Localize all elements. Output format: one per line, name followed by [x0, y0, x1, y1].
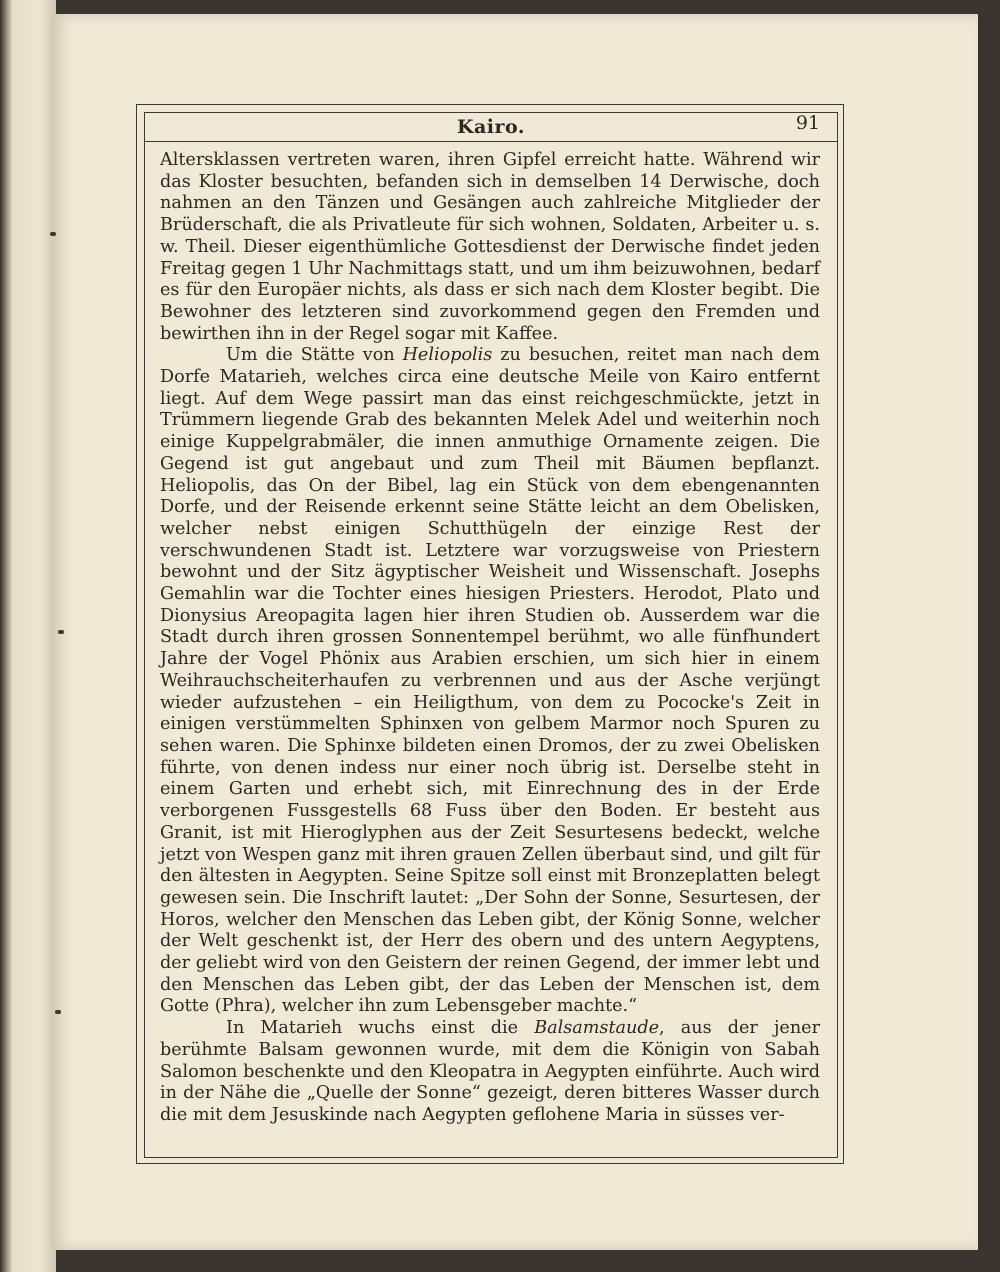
paragraph [160, 1018, 820, 1127]
paragraph-text: Um die Stätte von [226, 345, 403, 366]
paragraph [160, 345, 820, 1018]
emphasis: Balsamstaude [534, 1018, 660, 1039]
margin-mark [55, 1010, 61, 1014]
body-text [160, 150, 820, 1127]
paragraph-text: , aus der jener berühmte Balsam gewonnen wurde, mit dem die Königin von Sabah Salomon beschenkte und den Kleopatra in Aegypten einführte. Auch wird in der Nähe die „Quelle der Sonne“ gezeigt, deren bitteres Wasser durch die mit dem Jesuskinde nach Aegypten geflohene Maria in süsses ver- [160, 1018, 820, 1125]
emphasis: Heliopolis [402, 345, 493, 366]
previous-page-edge [0, 0, 56, 1272]
paragraph-text: In Matarieh wuchs einst die [226, 1018, 535, 1039]
page-number: 91 [795, 112, 820, 134]
running-title: Kairo. [456, 116, 525, 138]
header-rule [144, 141, 838, 142]
margin-mark [50, 232, 56, 236]
paragraph: Altersklassen vertreten waren, ihren Gipfel erreicht hatte. Während wir das Kloster besuchten, befanden sich in demselben 14 Derwische, doch nahmen an den Tänzen und Gesängen auch zahlreiche Mitglieder der Brüderschaft, die als Privatleute für sich wohnen, Soldaten, Arbeiter u. s. w. Theil. Dieser eigenthümliche Gottesdienst der Derwische findet jeden Freitag gegen 1 Uhr Nachmittags statt, und um ihm beizuwohnen, bedarf es für den Europäer nichts, als dass er sich nach dem Kloster begibt. Die Bewohner des letzteren sind zuvorkommend gegen den Fremden und bewirthen ihn in der Regel sogar mit Kaffee. [160, 150, 820, 344]
paragraph-text: zu besuchen, reitet man nach dem Dorfe Matarieh, welches circa eine deutsche Meile von Kairo entfernt liegt. Auf dem Wege passirt man das einst reichgeschmückte, jetzt in Trümmern liegende Grab des bekannten Melek Adel und weiterhin noch einige Kuppelgrabmäler, die innen anmuthige Ornamente zeigen. Die Gegend ist gut angebaut und zum Theil mit Bäumen bepflanzt. Heliopolis, das On der Bibel, lag ein Stück von dem ebengenannten Dorfe, und der Reisende erkennt seine Stätte leicht an dem Obelisken, welcher nebst einigen Schutthügeln der einzige Rest der verschwundenen Stadt ist. Letztere war vorzugsweise von Priestern bewohnt und der Sitz ägyptischer Weisheit und Wissenschaft. Josephs Gemahlin war die Tochter eines hiesigen Priesters. Herodot, Plato und Dionysius Areopagita lagen hier ihren Studien ob. Ausserdem war die Stadt durch ihren grossen Sonnentempel berühmt, wo alle fünfhundert Jahre der Vogel Phönix aus Arabien erschien, um sich hier in einem Weihrauchscheiterhaufen zu verbrennen und aus der Asche verjüngt wieder aufzustehen – ein Heiligthum, von dem zu Pococke's Zeit in einigen verstümmelten Sphinxen von gelbem Marmor noch Spuren zu sehen waren. Die Sphinxe bildeten einen Dromos, der zu zwei Obelisken führte, von denen indess nur einer noch übrig ist. Derselbe steht in einem Garten und erhebt sich, mit Einrechnung des in der Erde verborgenen Fussgestells 68 Fuss über den Boden. Er besteht aus Granit, ist mit Hieroglyphen aus der Zeit Sesurtesens bedeckt, welche jetzt von Wespen ganz mit ihren grauen Zellen überbaut sind, und gilt für den ältesten in Aegypten. Seine Spitze soll einst mit Bronzeplatten belegt gewesen sein. Die Inschrift lautet: „Der Sohn der Sonne, Sesurtesen, der Horos, welcher den Menschen das Leben gibt, der König Sonne, welcher der Welt geschenkt ist, der Herr des obern und des untern Aegyptens, der geliebt wird von den Geistern der reinen Gegend, der immer lebt und den Menschen das Leben gibt, der das Leben der Menschen ist, dem Gotte (Phra), welcher ihn zum Lebensgeber machte.“ [160, 345, 820, 1017]
margin-mark [58, 630, 64, 634]
